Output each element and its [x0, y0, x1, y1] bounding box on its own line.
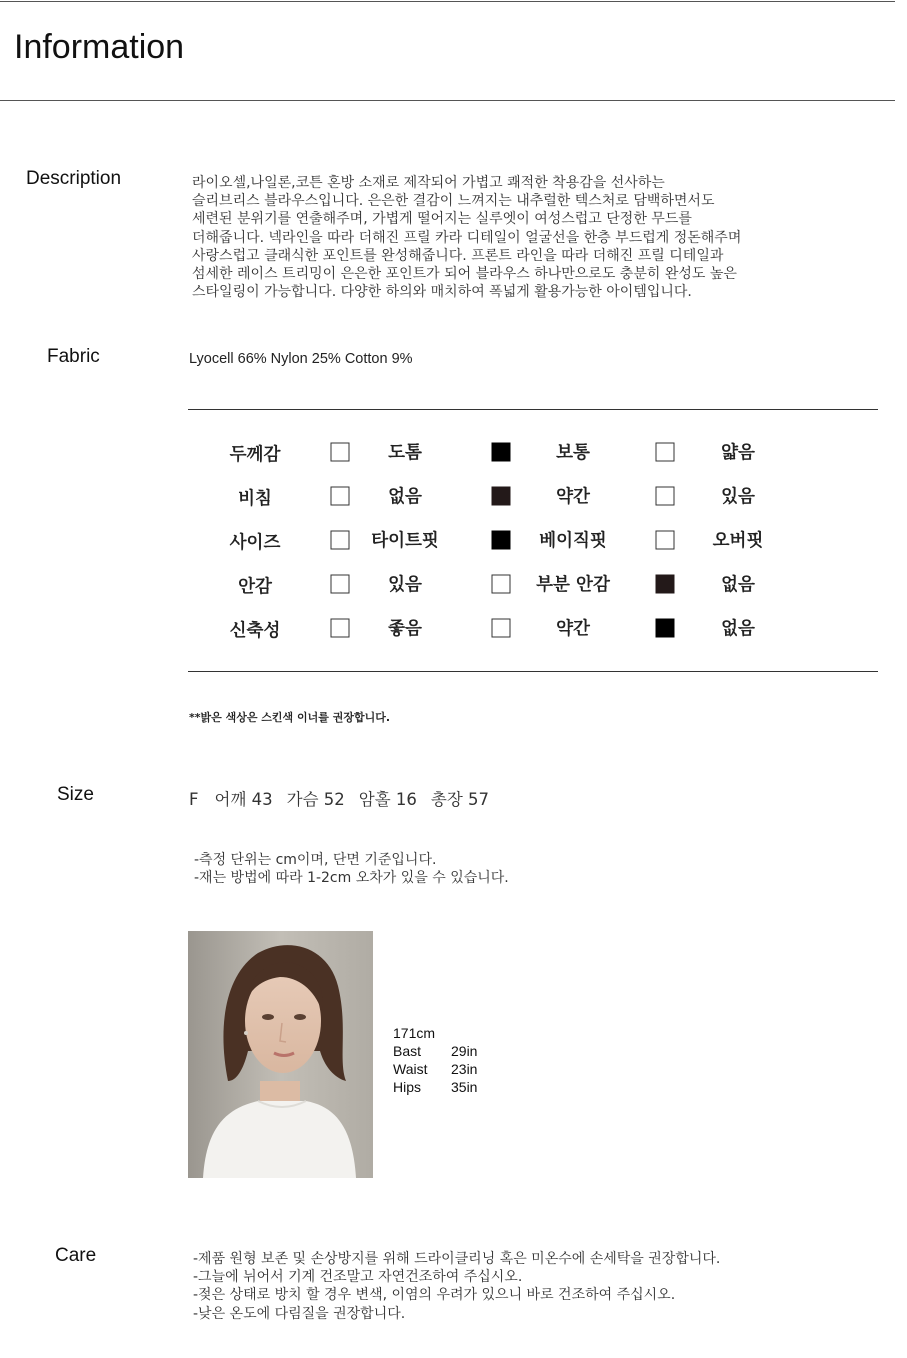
checkbox-unchecked	[331, 531, 350, 550]
description-line: 더해줍니다. 넥라인을 따라 더해진 프릴 카라 디테일이 얼굴선을 한층 부드럽게 정돈해주며	[192, 229, 742, 246]
model-photo	[188, 931, 373, 1178]
description-line: 사랑스럽고 클래식한 포인트를 완성해줍니다. 프론트 라인을 따라 더해진 프릴 디테일과	[192, 247, 724, 264]
attribute-option: 없음	[388, 487, 422, 507]
attribute-option: 약간	[556, 487, 590, 507]
attribute-option: 보통	[556, 443, 590, 463]
size-item: F	[189, 790, 199, 809]
checkbox-unchecked	[331, 487, 350, 506]
model-measure-key: Hips	[393, 1079, 422, 1095]
checkbox-checked	[492, 531, 511, 550]
attribute-option: 있음	[721, 487, 755, 507]
checkbox-unchecked	[492, 575, 511, 594]
checkbox-checked	[656, 575, 675, 594]
care-text	[193, 1250, 720, 1323]
checkbox-unchecked	[656, 487, 675, 506]
attribute-option: 있음	[388, 575, 422, 595]
care-label: Care	[55, 1245, 97, 1266]
attribute-label: 사이즈	[229, 533, 281, 553]
size-label: Size	[57, 784, 94, 805]
attribute-option: 없음	[721, 619, 755, 639]
model-measure-key: Waist	[393, 1061, 428, 1077]
checkbox-unchecked	[656, 443, 675, 462]
care-line: -젖은 상태로 방치 할 경우 변색, 이염의 우려가 있으니 바로 건조하여 주십시오.	[193, 1287, 676, 1304]
fabric-composition: Lyocell 66% Nylon 25% Cotton 9%	[189, 351, 413, 367]
description-line: 슬리브리스 블라우스입니다. 은은한 결감이 느껴지는 내추럴한 텍스처로 담백하면서도	[192, 193, 715, 210]
model-measure-value: 23in	[451, 1061, 478, 1077]
checkbox-unchecked	[656, 531, 675, 550]
attribute-option: 타이트핏	[371, 531, 439, 551]
attribute-option: 베이직핏	[539, 531, 607, 551]
attribute-label: 비침	[238, 489, 272, 509]
model-measure-value: 35in	[451, 1079, 478, 1095]
size-notes	[194, 851, 509, 887]
description-line: 라이오셀,나일론,코튼 혼방 소재로 제작되어 가볍고 쾌적한 착용감을 선사하는	[192, 175, 665, 191]
model-measurements	[393, 1024, 477, 1096]
checkbox-checked	[492, 443, 511, 462]
attribute-label: 두께감	[229, 445, 281, 465]
size-item: 암홀 16	[358, 790, 417, 809]
attribute-label: 신축성	[229, 621, 281, 641]
attribute-label: 안감	[238, 577, 272, 597]
size-item: 가슴 52	[286, 790, 345, 809]
description-line: 섬세한 레이스 트리밍이 은은한 포인트가 되어 블라우스 하나만으로도 충분히 완성도 높은	[192, 266, 737, 283]
model-measure-key: Bast	[393, 1043, 422, 1059]
checkbox-unchecked	[492, 619, 511, 638]
attributes-note: **밝은 색상은 스킨색 이너를 권장합니다.	[189, 711, 391, 724]
size-note: -측정 단위는 cm이며, 단면 기준입니다.	[194, 852, 437, 868]
description-line: 스타일링이 가능합니다. 다양한 하의와 매치하여 폭넓게 활용가능한 아이템입니다.	[192, 284, 692, 301]
size-measurements	[189, 786, 503, 810]
care-line: -제품 원형 보존 및 손상방지를 위해 드라이클리닝 혹은 미온수에 손세탁을 권장합니다.	[193, 1251, 721, 1267]
header-divider	[0, 100, 895, 101]
attribute-option: 약간	[556, 619, 590, 639]
attribute-option: 도톰	[388, 443, 422, 463]
attribute-option: 좋음	[388, 619, 422, 639]
checkbox-unchecked	[331, 575, 350, 594]
care-line: -그늘에 뉘어서 기계 건조말고 자연건조하여 주십시오.	[193, 1269, 523, 1286]
checkbox-unchecked	[331, 443, 350, 462]
top-divider	[0, 1, 895, 2]
page-title: Information	[14, 28, 185, 66]
model-measure-row	[393, 1078, 477, 1096]
attributes-top-rule	[188, 409, 878, 410]
checkbox-checked	[492, 487, 511, 506]
attribute-option: 없음	[721, 575, 755, 595]
description-text	[192, 174, 741, 301]
size-item: 총장 57	[430, 790, 489, 809]
model-measure-row	[393, 1042, 477, 1060]
fabric-label: Fabric	[47, 346, 100, 367]
checkbox-checked	[656, 619, 675, 638]
attributes-bottom-rule	[188, 671, 878, 672]
description-line: 세련된 분위기를 연출해주며, 가볍게 떨어지는 실루엣이 여성스럽고 단정한 무드를	[192, 211, 692, 228]
attribute-option: 부분 안감	[536, 575, 610, 595]
description-label: Description	[26, 168, 122, 189]
model-height: 171cm	[393, 1025, 436, 1041]
checkbox-unchecked	[331, 619, 350, 638]
model-photo-image	[188, 931, 373, 1178]
size-note: -재는 방법에 따라 1-2cm 오차가 있을 수 있습니다.	[194, 870, 509, 887]
attribute-option: 얇음	[721, 443, 755, 463]
model-measure-value: 29in	[451, 1043, 478, 1059]
care-line: -낮은 온도에 다림질을 권장합니다.	[193, 1305, 406, 1322]
model-measure-row	[393, 1060, 477, 1078]
size-item: 어깨 43	[214, 790, 273, 809]
attribute-option: 오버핏	[712, 531, 764, 551]
